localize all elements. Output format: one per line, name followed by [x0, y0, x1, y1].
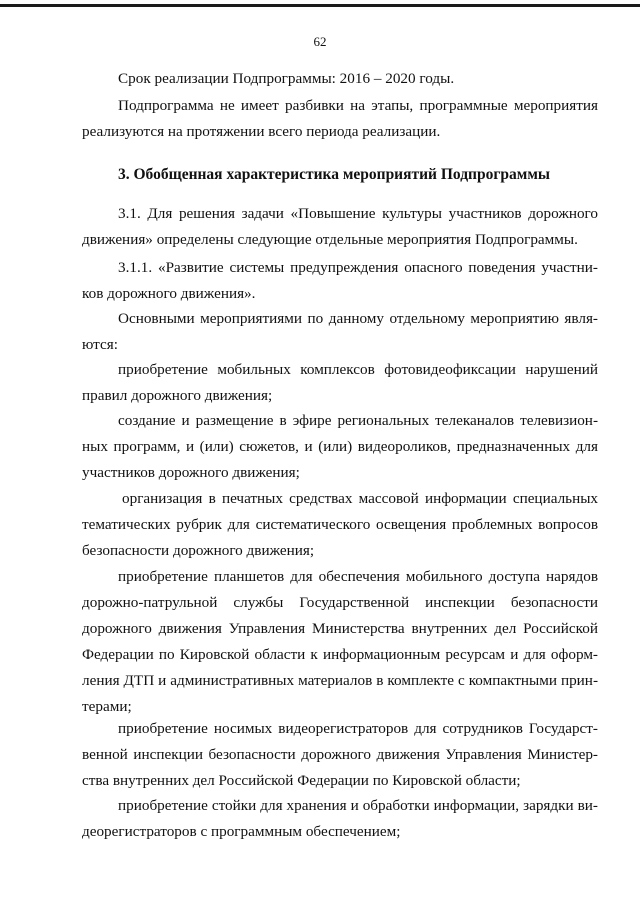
measure-2-line-3: участников дорожного движения;: [82, 464, 300, 481]
top-rule: [0, 4, 640, 7]
stages-line-1: Подпрограмма не имеет разбивки на этапы, программные мероприятия: [118, 97, 598, 114]
measure-4-line-3: дорожного движения Управления Министерства внутренних дел Российской: [82, 620, 598, 637]
main-line-2: ются:: [82, 336, 118, 353]
measure-4-line-5: ления ДТП и административных материалов в комплекте с компактными прин-: [82, 672, 598, 689]
main-line-1: Основными мероприятиями по данному отдельному мероприятию явля-: [118, 310, 598, 327]
measure-5-line-3: ства внутренних дел Российской Федерации по Кировской области;: [82, 772, 521, 789]
page-number: 62: [313, 34, 327, 49]
measure-3-line-3: безопасности дорожного движения;: [82, 542, 315, 559]
stages-paragraph: [82, 93, 598, 145]
p31-line-1: 3.1. Для решения задачи «Повышение культуры участников дорожного: [118, 205, 598, 222]
period-line: Срок реализации Подпрограммы: 2016 – 2020 годы.: [118, 70, 455, 87]
measure-1: [82, 357, 598, 409]
measure-6-line-1: приобретение стойки для хранения и обработки информации, зарядки ви-: [118, 797, 598, 814]
measure-2-line-1: создание и размещение в эфире региональных телеканалов телевизион-: [118, 412, 598, 429]
measure-5-line-2: венной инспекции безопасности дорожного движения Управления Министер-: [82, 746, 598, 763]
measure-4-line-1: приобретение планшетов для обеспечения мобильного доступа нарядов: [118, 568, 598, 585]
measure-2-line-2: ных программ, и (или) сюжетов, и (или) видеороликов, предназначенных для: [82, 438, 598, 455]
p311-line-2: ков дорожного движения».: [82, 285, 256, 302]
section-heading: 3. Обобщенная характеристика мероприятий Подпрограммы: [118, 166, 550, 183]
period-paragraph: [82, 66, 598, 92]
measure-1-line-1: приобретение мобильных комплексов фотовидеофиксации нарушений: [118, 361, 598, 378]
main-paragraph: [82, 306, 598, 358]
p31-line-2: движения» определены следующие отдельные мероприятия Подпрограммы.: [82, 231, 578, 248]
measure-2: [82, 408, 598, 486]
measure-4-line-2: дорожно-патрульной службы Государственной инспекции безопасности: [82, 594, 598, 611]
measure-4: [82, 564, 598, 720]
measure-3-line-2: тематических рубрик для систематического освещения проблемных вопросов: [82, 516, 598, 533]
p311-line-1: 3.1.1. «Развитие системы предупреждения опасного поведения участни-: [118, 259, 598, 276]
measure-1-line-2: правил дорожного движения;: [82, 387, 273, 404]
measure-5: [82, 716, 598, 794]
measure-4-line-6: терами;: [82, 698, 132, 715]
measure-3-line-1: организация в печатных средствах массовой информации специальных: [122, 490, 598, 507]
measure-4-line-4: Федерации по Кировской области к информационным ресурсам и для оформ-: [82, 646, 598, 663]
measure-6-line-2: деорегистраторов с программным обеспечением;: [82, 823, 401, 840]
p311-paragraph: [82, 255, 598, 307]
stages-line-2: реализуются на протяжении всего периода реализации.: [82, 123, 441, 140]
p31-paragraph: [82, 201, 598, 253]
measure-6: [82, 793, 598, 845]
measure-3: [82, 486, 598, 564]
measure-5-line-1: приобретение носимых видеорегистраторов для сотрудников Государст-: [118, 720, 598, 737]
